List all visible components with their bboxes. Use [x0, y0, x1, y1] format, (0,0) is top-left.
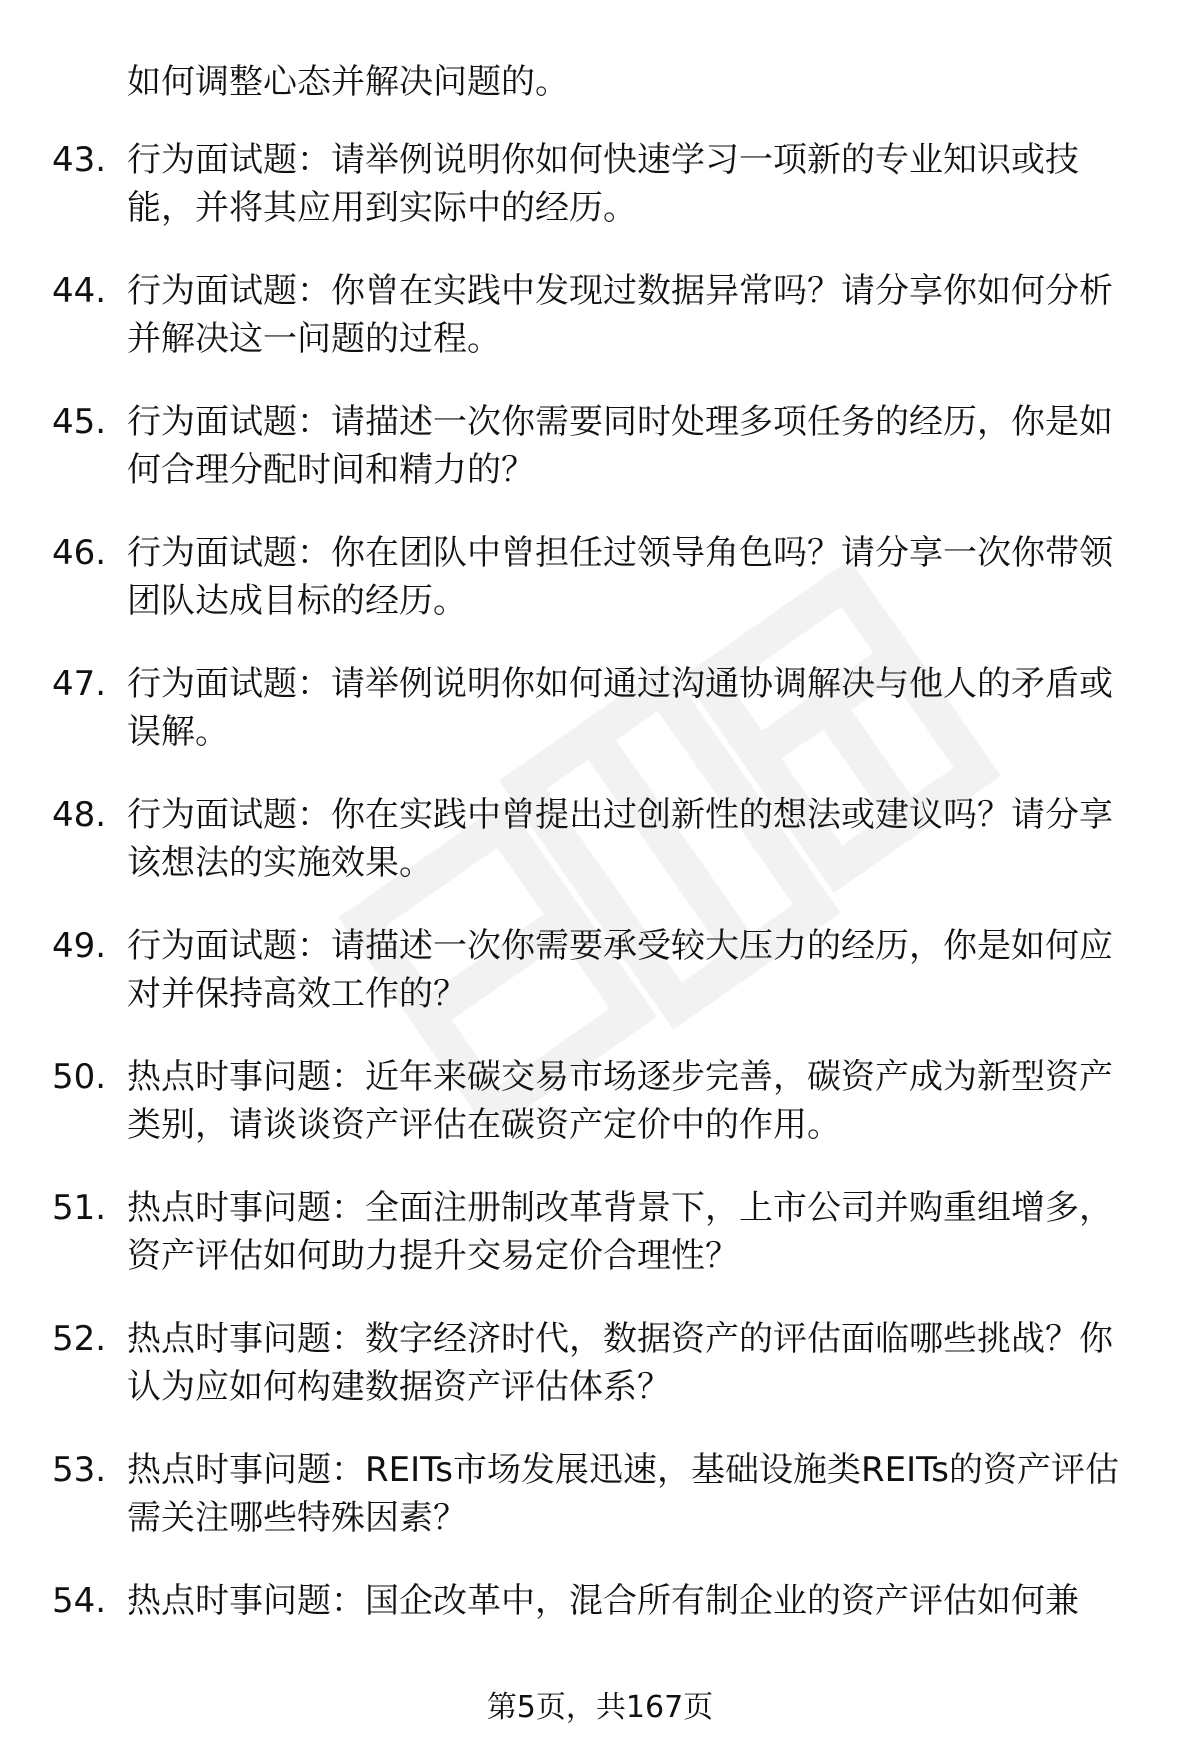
question-text: 行为面试题：请举例说明你如何通过沟通协调解决与他人的矛盾或误解。 — [127, 664, 1113, 752]
question-text: 行为面试题：请举例说明你如何快速学习一项新的专业知识或技能，并将其应用到实际中的经历。 — [127, 140, 1079, 228]
question-number: 43. — [52, 140, 107, 180]
list-item — [0, 1053, 1200, 1184]
question-text: 行为面试题：你在团队中曾担任过领导角色吗？请分享一次你带领团队达成目标的经历。 — [127, 533, 1113, 621]
list-item — [0, 1184, 1200, 1315]
list-item — [0, 529, 1200, 660]
question-number: 50. — [52, 1057, 107, 1097]
question-number: 49. — [52, 926, 107, 966]
question-number: 53. — [52, 1450, 107, 1490]
question-text: 热点时事问题：REITs市场发展迅速，基础设施类REITs的资产评估需关注哪些特殊因素？ — [127, 1450, 1119, 1538]
question-number: 47. — [52, 664, 107, 704]
question-number: 54. — [52, 1581, 107, 1621]
list-item — [0, 136, 1200, 267]
list-item — [0, 660, 1200, 791]
question-text: 行为面试题：请描述一次你需要同时处理多项任务的经历，你是如何合理分配时间和精力的？ — [127, 402, 1113, 490]
question-number: 48. — [52, 795, 107, 835]
question-text: 热点时事问题：数字经济时代，数据资产的评估面临哪些挑战？你认为应如何构建数据资产评估体系？ — [127, 1319, 1113, 1407]
list-item — [0, 267, 1200, 398]
question-number: 46. — [52, 533, 107, 573]
question-text: 行为面试题：请描述一次你需要承受较大压力的经历，你是如何应对并保持高效工作的？ — [127, 926, 1113, 1014]
question-text: 行为面试题：你在实践中曾提出过创新性的想法或建议吗？请分享该想法的实施效果。 — [127, 795, 1113, 883]
question-number: 51. — [52, 1188, 107, 1228]
question-text: 热点时事问题：全面注册制改革背景下，上市公司并购重组增多，资产评估如何助力提升交易定价合理性？ — [127, 1188, 1113, 1276]
question-text: 行为面试题：你曾在实践中发现过数据异常吗？请分享你如何分析并解决这一问题的过程。 — [127, 271, 1113, 359]
question-number: 45. — [52, 402, 107, 442]
question-text: 热点时事问题：国企改革中，混合所有制企业的资产评估如何兼 — [127, 1581, 1079, 1621]
list-item — [0, 791, 1200, 922]
question-list — [0, 136, 1200, 1708]
continuation-line: 如何调整心态并解决问题的。 — [127, 62, 569, 102]
list-item — [0, 1315, 1200, 1446]
list-item — [0, 398, 1200, 529]
question-number: 52. — [52, 1319, 107, 1359]
list-item — [0, 1446, 1200, 1577]
question-number: 44. — [52, 271, 107, 311]
page-footer: 第5页，共167页 — [486, 1690, 714, 1725]
question-text: 热点时事问题：近年来碳交易市场逐步完善，碳资产成为新型资产类别，请谈谈资产评估在碳资产定价中的作用。 — [127, 1057, 1113, 1145]
list-item — [0, 922, 1200, 1053]
